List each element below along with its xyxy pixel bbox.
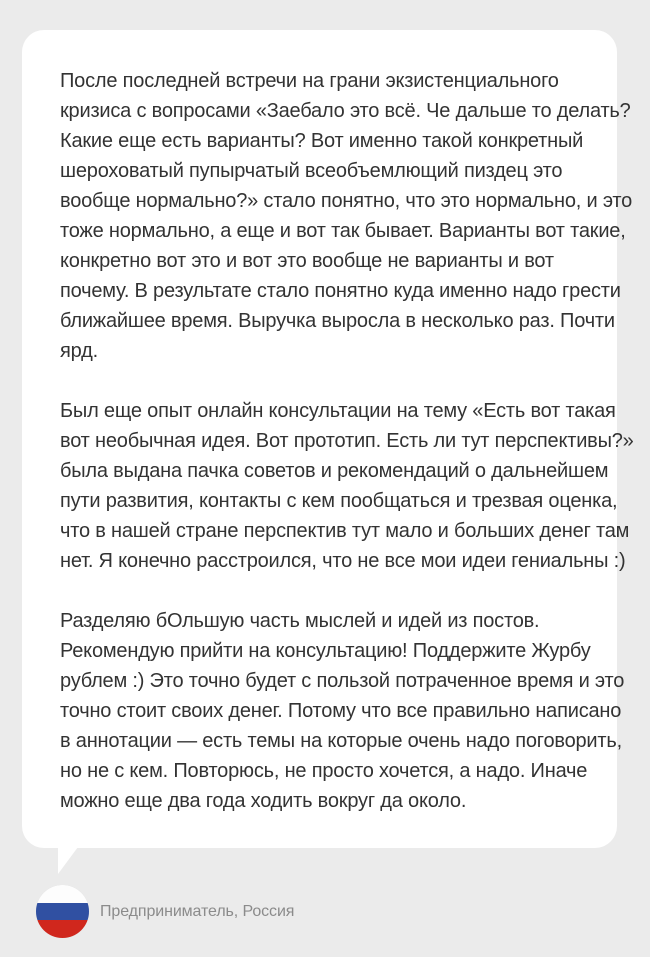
quote-line: была выдана пачка советов и рекомендаций о дальнейшем	[60, 460, 609, 482]
speech-bubble-tail-icon	[58, 847, 78, 874]
quote-line: что в нашей стране перспектив тут мало и больших денег там	[60, 520, 630, 542]
quote-line: рублем :) Это точно будет с пользой потраченное время и это	[60, 670, 625, 692]
quote-line: кризиса с вопросами «Заебало это всё. Че дальше то делать?	[60, 100, 631, 122]
quote-line: вот необычная идея. Вот прототип. Есть ли тут перспективы?»	[60, 430, 634, 452]
quote-line: Был еще опыт онлайн консультации на тему «Есть вот такая	[60, 400, 616, 422]
quote-paragraph	[60, 606, 625, 816]
testimonial-card	[22, 30, 634, 848]
attribution	[36, 885, 294, 938]
russia-flag-icon	[36, 885, 89, 938]
quote-line: Рекомендую прийти на консультацию! Поддержите Журбу	[60, 640, 591, 662]
flag-stripe-red	[36, 920, 89, 938]
quote-line: После последней встречи на грани экзистенциального	[60, 70, 559, 92]
quote-line: тоже нормально, а еще и вот так бывает. Варианты вот такие,	[60, 220, 626, 242]
quote-line: но не с кем. Повторюсь, не просто хочется, а надо. Иначе	[60, 760, 588, 782]
flag-stripe-white	[36, 885, 89, 903]
quote-line: в аннотации — есть темы на которые очень надо поговорить,	[60, 730, 622, 752]
quote-line: ярд.	[60, 340, 98, 362]
quote-line: вообще нормально?» стало понятно, что это нормально, и это	[60, 190, 633, 212]
quote-paragraph	[60, 66, 633, 366]
attribution-label: Предприниматель, Россия	[100, 902, 295, 920]
quote-text	[60, 66, 634, 816]
quote-line: точно стоит своих денег. Потому что все правильно написано	[60, 700, 622, 722]
quote-line: Разделяю бОльшую часть мыслей и идей из постов.	[60, 610, 540, 632]
quote-line: шероховатый пупырчатый всеобъемлющий пиздец это	[60, 160, 563, 182]
quote-line: можно еще два года ходить вокруг да около.	[60, 790, 467, 812]
quote-line: пути развития, контакты с кем пообщаться и трезвая оценка,	[60, 490, 618, 512]
quote-line: конкретно вот это и вот это вообще не варианты и вот	[60, 250, 554, 272]
quote-line: Какие еще есть варианты? Вот именно такой конкретный	[60, 130, 584, 152]
quote-paragraph	[60, 396, 634, 576]
quote-line: почему. В результате стало понятно куда именно надо грести	[60, 280, 621, 302]
quote-line: ближайшее время. Выручка выросла в несколько раз. Почти	[60, 310, 615, 332]
quote-line: нет. Я конечно расстроился, что не все мои идеи гениальны :)	[60, 550, 626, 572]
flag-stripe-blue	[36, 903, 89, 921]
